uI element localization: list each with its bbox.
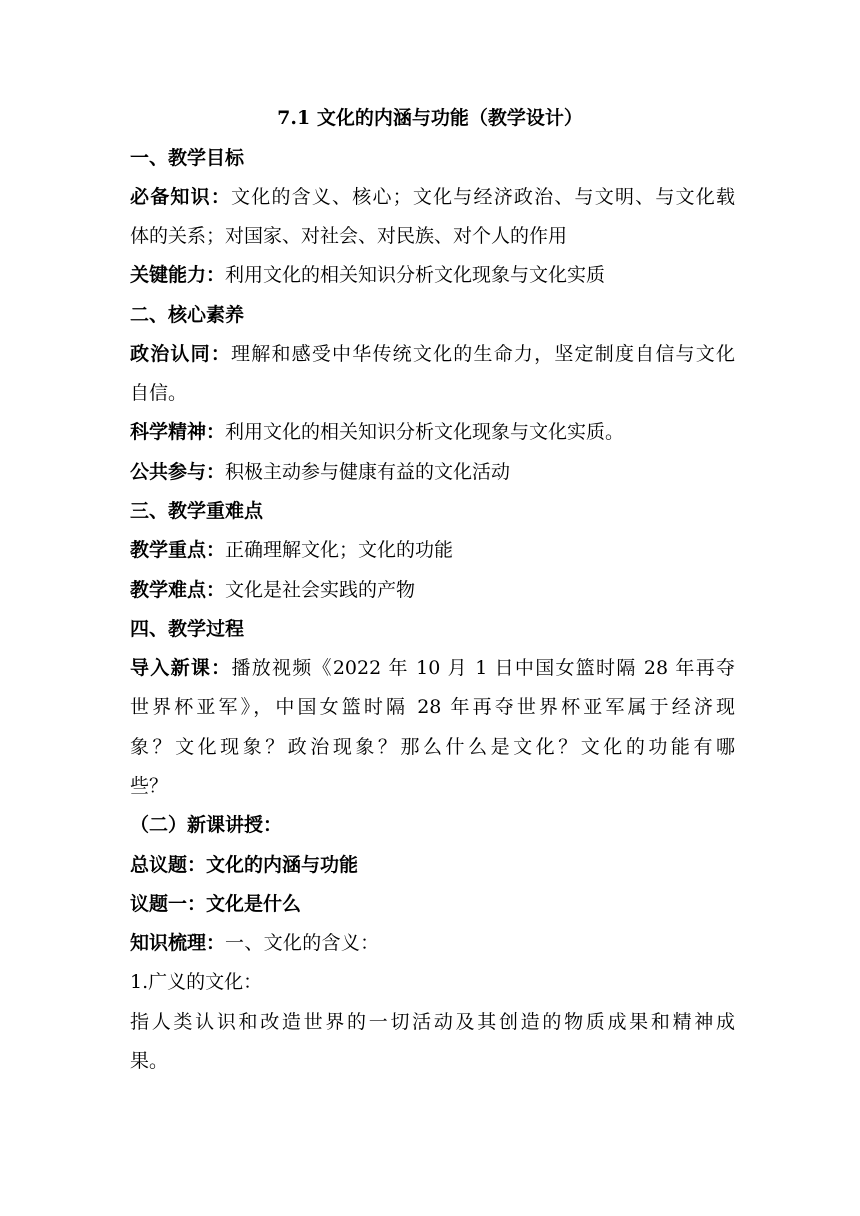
knowledge-text-line1: 文化的含义、核心；文化与经济政治、与文明、与文化载 bbox=[231, 186, 735, 208]
focus-label: 教学重点： bbox=[130, 539, 226, 561]
ability-label: 关键能力： bbox=[130, 264, 226, 286]
knowledge-text-line2: 体的关系；对国家、对社会、对民族、对个人的作用 bbox=[130, 225, 568, 247]
knowledge-sort-paragraph bbox=[130, 929, 735, 957]
focus-paragraph bbox=[130, 536, 735, 564]
section-heading-focus: 三、教学重难点 bbox=[130, 500, 264, 522]
political-label: 政治认同： bbox=[130, 343, 232, 365]
knowledge-label: 必备知识： bbox=[130, 186, 232, 208]
difficulty-paragraph bbox=[130, 576, 735, 604]
section-heading-process: 四、教学过程 bbox=[130, 618, 245, 640]
political-text-line2: 自信。 bbox=[130, 382, 188, 404]
public-paragraph bbox=[130, 458, 735, 486]
broad-culture-heading: 1.广义的文化： bbox=[130, 971, 263, 993]
new-lesson-heading: （二）新课讲授： bbox=[130, 814, 283, 836]
intro-text-line2: 世界杯亚军》，中国女篮时隔 28 年再夺世界杯亚军属于经济现 bbox=[130, 696, 735, 718]
ability-paragraph bbox=[130, 261, 735, 289]
public-label: 公共参与： bbox=[130, 461, 226, 483]
ability-text: 利用文化的相关知识分析文化现象与文化实质 bbox=[225, 264, 606, 286]
science-paragraph bbox=[130, 418, 735, 446]
political-paragraph-line1 bbox=[130, 340, 735, 368]
public-text: 积极主动参与健康有益的文化活动 bbox=[225, 461, 511, 483]
focus-text: 正确理解文化；文化的功能 bbox=[225, 539, 454, 561]
difficulty-text: 文化是社会实践的产物 bbox=[225, 579, 416, 601]
knowledge-paragraph-line1 bbox=[130, 183, 735, 211]
broad-definition-line1: 指人类认识和改造世界的一切活动及其创造的物质成果和精神成 bbox=[130, 1011, 735, 1033]
intro-text-line4: 些？ bbox=[130, 775, 169, 797]
topic-total: 总议题：文化的内涵与功能 bbox=[130, 854, 359, 876]
political-text-line1: 理解和感受中华传统文化的生命力，坚定制度自信与文化 bbox=[231, 343, 735, 365]
section-heading-literacy: 二、核心素养 bbox=[130, 304, 245, 326]
intro-text-line3: 象？文化现象？政治现象？那么什么是文化？文化的功能有哪 bbox=[130, 736, 735, 758]
science-label: 科学精神： bbox=[130, 421, 226, 443]
section-heading-objectives: 一、教学目标 bbox=[130, 147, 245, 169]
topic-one: 议题一：文化是什么 bbox=[130, 893, 302, 915]
difficulty-label: 教学难点： bbox=[130, 579, 226, 601]
knowledge-sort-label: 知识梳理： bbox=[130, 932, 226, 954]
intro-paragraph-line1 bbox=[130, 654, 735, 682]
document-title: 7.1 文化的内涵与功能（教学设计） bbox=[277, 107, 583, 129]
intro-label: 导入新课： bbox=[130, 657, 232, 679]
knowledge-sort-text: 一、文化的含义： bbox=[225, 932, 380, 954]
intro-text-line1: 播放视频《2022 年 10 月 1 日中国女篮时隔 28 年再夺 bbox=[231, 657, 735, 679]
broad-definition-line2: 果。 bbox=[130, 1050, 169, 1072]
science-text: 利用文化的相关知识分析文化现象与文化实质。 bbox=[225, 421, 625, 443]
